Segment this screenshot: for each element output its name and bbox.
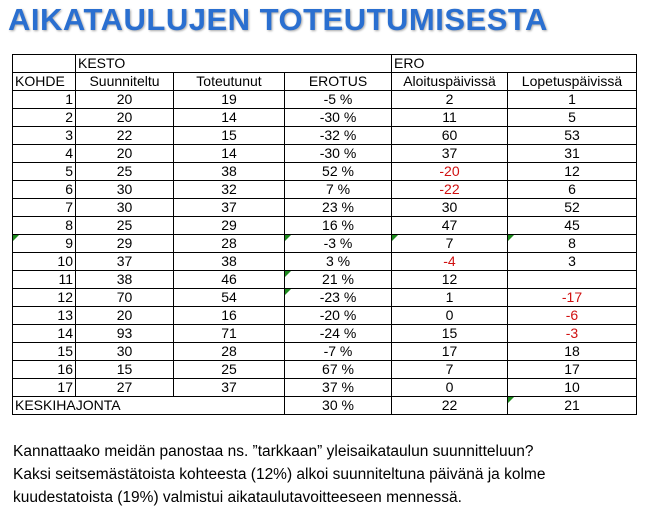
col-header-erotus: EROTUS (285, 73, 392, 91)
cell-toteutunut: 54 (174, 289, 285, 307)
cell-toteutunut: 14 (174, 109, 285, 127)
table-row (13, 145, 637, 163)
cell-lopetuspaivissa: 17 (508, 361, 637, 379)
cell-erotus: 16 % (285, 217, 392, 235)
table-row (13, 199, 637, 217)
cell-lopetuspaivissa: 18 (508, 343, 637, 361)
cell-aloituspaivissa: 11 (392, 109, 508, 127)
cell-aloituspaivissa: 17 (392, 343, 508, 361)
cell-kohde: 4 (13, 145, 76, 163)
notes (13, 440, 649, 509)
cell-toteutunut: 71 (174, 325, 285, 343)
cell-lopetuspaivissa: 8 (508, 235, 637, 253)
cell-suunniteltu: 37 (76, 253, 174, 271)
cell-suunniteltu: 25 (76, 163, 174, 181)
header-cell-empty (13, 55, 76, 73)
cell-suunniteltu: 30 (76, 181, 174, 199)
cell-aloituspaivissa: -4 (392, 253, 508, 271)
cell-suunniteltu: 25 (76, 217, 174, 235)
table-row (13, 181, 637, 199)
cell-suunniteltu: 20 (76, 109, 174, 127)
table-row (13, 127, 637, 145)
cell-erotus: 67 % (285, 361, 392, 379)
cell-erotus: 3 % (285, 253, 392, 271)
table-row (13, 361, 637, 379)
cell-toteutunut: 25 (174, 361, 285, 379)
cell-suunniteltu: 70 (76, 289, 174, 307)
cell-toteutunut: 15 (174, 127, 285, 145)
cell-aloituspaivissa: 0 (392, 379, 508, 397)
cell-erotus: -30 % (285, 109, 392, 127)
table-row (13, 217, 637, 235)
cell-kohde: 12 (13, 289, 76, 307)
table-row (13, 91, 637, 109)
cell-suunniteltu: 30 (76, 199, 174, 217)
cell-kohde: 14 (13, 325, 76, 343)
footer-erotus: 30 % (285, 397, 392, 415)
cell-kohde: 5 (13, 163, 76, 181)
cell-erotus: -5 % (285, 91, 392, 109)
cell-aloituspaivissa: 30 (392, 199, 508, 217)
cell-suunniteltu: 93 (76, 325, 174, 343)
table-row (13, 163, 637, 181)
cell-aloituspaivissa: 2 (392, 91, 508, 109)
schedule-table (12, 54, 637, 415)
cell-toteutunut: 28 (174, 235, 285, 253)
cell-kohde: 17 (13, 379, 76, 397)
cell-erotus: -20 % (285, 307, 392, 325)
cell-kohde: 13 (13, 307, 76, 325)
cell-lopetuspaivissa: 12 (508, 163, 637, 181)
cell-erotus: 21 % (285, 271, 392, 289)
cell-toteutunut: 32 (174, 181, 285, 199)
col-header-kohde: KOHDE (13, 73, 76, 91)
cell-lopetuspaivissa: 52 (508, 199, 637, 217)
page-title: AIKATAULUJEN TOTEUTUMISESTA (8, 2, 548, 37)
cell-suunniteltu: 20 (76, 307, 174, 325)
group-header-row (13, 55, 637, 73)
cell-aloituspaivissa: 0 (392, 307, 508, 325)
cell-kohde: 2 (13, 109, 76, 127)
note-summary: Kaksi seitsemästätoista kohteesta (12%) alkoi suunniteltuna päivänä ja kolme kuudestatoista (19%) valmistui aikataulutavoitteeseen mennessä. (13, 466, 546, 506)
cell-lopetuspaivissa: -17 (508, 289, 637, 307)
cell-lopetuspaivissa: 10 (508, 379, 637, 397)
cell-kohde: 3 (13, 127, 76, 145)
table-row (13, 271, 637, 289)
cell-kohde: 15 (13, 343, 76, 361)
cell-erotus: 37 % (285, 379, 392, 397)
cell-suunniteltu: 38 (76, 271, 174, 289)
cell-erotus: -32 % (285, 127, 392, 145)
cell-kohde: 1 (13, 91, 76, 109)
cell-erotus: 7 % (285, 181, 392, 199)
cell-toteutunut: 19 (174, 91, 285, 109)
cell-suunniteltu: 29 (76, 235, 174, 253)
col-header-aloituspaivissa: Aloituspäivissä (392, 73, 508, 91)
table-row (13, 307, 637, 325)
col-header-suunniteltu: Suunniteltu (76, 73, 174, 91)
cell-lopetuspaivissa (508, 271, 637, 289)
col-header-toteutunut: Toteutunut (174, 73, 285, 91)
cell-lopetuspaivissa: 45 (508, 217, 637, 235)
cell-erotus: -3 % (285, 235, 392, 253)
group-header-ero: ERO (392, 55, 637, 73)
cell-kohde: 10 (13, 253, 76, 271)
cell-erotus: -24 % (285, 325, 392, 343)
cell-suunniteltu: 30 (76, 343, 174, 361)
table-row (13, 253, 637, 271)
cell-toteutunut: 37 (174, 379, 285, 397)
cell-aloituspaivissa: 47 (392, 217, 508, 235)
table-row (13, 235, 637, 253)
cell-suunniteltu: 20 (76, 145, 174, 163)
table-row (13, 325, 637, 343)
cell-lopetuspaivissa: 1 (508, 91, 637, 109)
cell-kohde: 11 (13, 271, 76, 289)
cell-aloituspaivissa: 7 (392, 235, 508, 253)
cell-kohde: 8 (13, 217, 76, 235)
cell-toteutunut: 38 (174, 163, 285, 181)
cell-aloituspaivissa: 1 (392, 289, 508, 307)
cell-aloituspaivissa: 12 (392, 271, 508, 289)
cell-kohde: 16 (13, 361, 76, 379)
footer-label: KESKIHAJONTA (13, 397, 285, 415)
cell-kohde: 7 (13, 199, 76, 217)
cell-lopetuspaivissa: 3 (508, 253, 637, 271)
footer-aloituspaivissa: 22 (392, 397, 508, 415)
cell-lopetuspaivissa: 5 (508, 109, 637, 127)
cell-aloituspaivissa: 15 (392, 325, 508, 343)
cell-lopetuspaivissa: -3 (508, 325, 637, 343)
cell-toteutunut: 29 (174, 217, 285, 235)
cell-suunniteltu: 22 (76, 127, 174, 145)
cell-suunniteltu: 27 (76, 379, 174, 397)
cell-toteutunut: 46 (174, 271, 285, 289)
cell-erotus: -7 % (285, 343, 392, 361)
table-row (13, 289, 637, 307)
cell-aloituspaivissa: 60 (392, 127, 508, 145)
cell-lopetuspaivissa: 31 (508, 145, 637, 163)
cell-lopetuspaivissa: 53 (508, 127, 637, 145)
cell-aloituspaivissa: -22 (392, 181, 508, 199)
cell-kohde: 6 (13, 181, 76, 199)
cell-toteutunut: 14 (174, 145, 285, 163)
cell-aloituspaivissa: 37 (392, 145, 508, 163)
footer-row (13, 397, 637, 415)
cell-lopetuspaivissa: 6 (508, 181, 637, 199)
group-header-kesto: KESTO (76, 55, 392, 73)
cell-lopetuspaivissa: -6 (508, 307, 637, 325)
cell-kohde: 9 (13, 235, 76, 253)
cell-aloituspaivissa: 7 (392, 361, 508, 379)
table-row (13, 343, 637, 361)
cell-toteutunut: 28 (174, 343, 285, 361)
cell-suunniteltu: 15 (76, 361, 174, 379)
cell-erotus: 23 % (285, 199, 392, 217)
cell-erotus: 52 % (285, 163, 392, 181)
table-row (13, 379, 637, 397)
cell-toteutunut: 37 (174, 199, 285, 217)
cell-toteutunut: 16 (174, 307, 285, 325)
table-row (13, 109, 637, 127)
cell-aloituspaivissa: -20 (392, 163, 508, 181)
cell-erotus: -23 % (285, 289, 392, 307)
col-header-lopetuspaivissa: Lopetuspäivissä (508, 73, 637, 91)
cell-toteutunut: 38 (174, 253, 285, 271)
note-question: Kannattaako meidän panostaa ns. ”tarkkaan” yleisaikataulun suunnitteluun? (13, 443, 534, 460)
cell-erotus: -30 % (285, 145, 392, 163)
cell-suunniteltu: 20 (76, 91, 174, 109)
footer-lopetuspaivissa: 21 (508, 397, 637, 415)
column-header-row (13, 73, 637, 91)
